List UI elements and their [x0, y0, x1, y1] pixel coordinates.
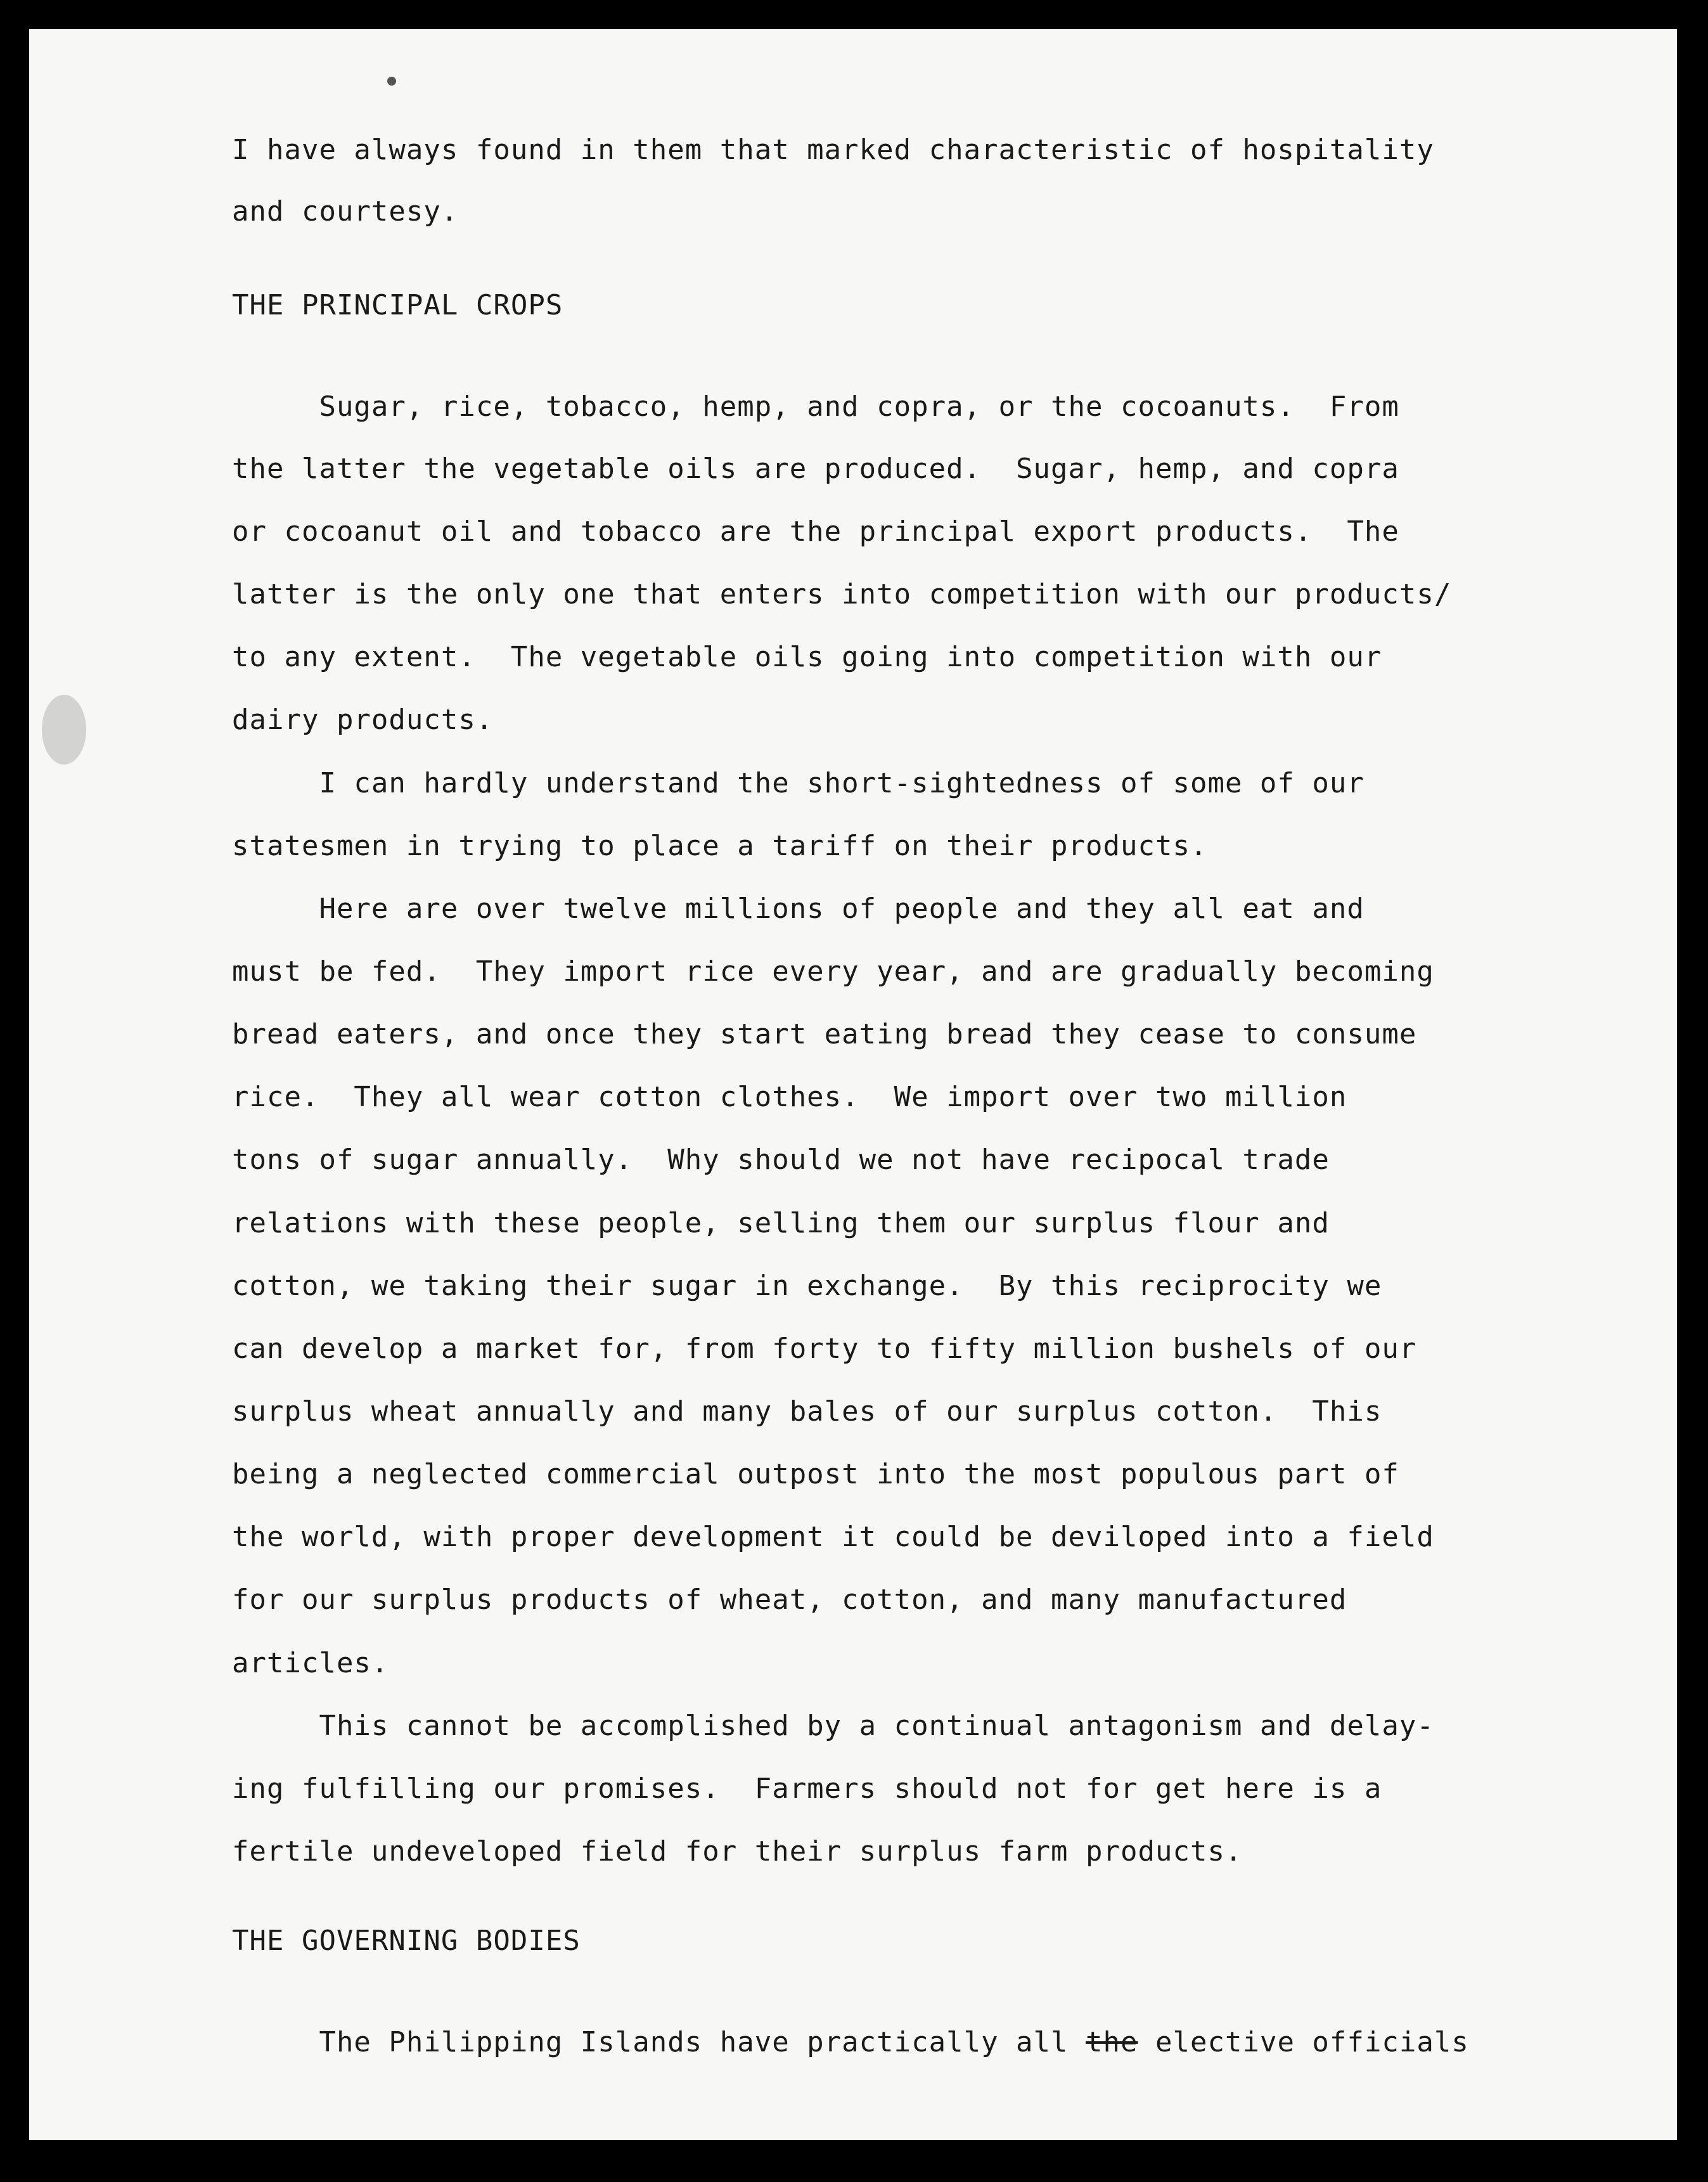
typewritten-text — [232, 29, 1658, 2058]
text-line: I have always found in them that marked characteristic of hospitality — [232, 134, 1434, 166]
text-line: rice. They all wear cotton clothes. We import over two million — [232, 1081, 1347, 1113]
text-line: ing fulfilling our promises. Farmers should not for get here is a — [232, 1772, 1382, 1805]
text-line: the latter the vegetable oils are produced. Sugar, hemp, and copra — [232, 453, 1399, 485]
text-line: to any extent. The vegetable oils going into competition with our — [232, 641, 1382, 673]
text-line: or cocoanut oil and tobacco are the principal export products. The — [232, 515, 1399, 548]
text-line: cotton, we taking their sugar in exchange. By this reciprocity we — [232, 1270, 1382, 1302]
text-line: Here are over twelve millions of people and they all eat and — [232, 893, 1364, 925]
text-line: and courtesy. — [232, 195, 459, 228]
section-heading: THE PRINCIPAL CROPS — [232, 289, 563, 321]
text-line: the world, with proper development it could be deviloped into a field — [232, 1521, 1434, 1553]
text-line: bread eaters, and once they start eating bread they cease to consume — [232, 1018, 1417, 1050]
punch-mark — [387, 77, 396, 86]
text-line: fertile undeveloped field for their surplus farm products. — [232, 1835, 1243, 1868]
text-line: tons of sugar annually. Why should we not have recipocal trade — [232, 1144, 1330, 1176]
text-line: statesmen in trying to place a tariff on their products. — [232, 830, 1208, 862]
text-line: I can hardly understand the short-sightedness of some of our — [232, 767, 1364, 799]
text-line: articles. — [232, 1647, 389, 1679]
text-line: relations with these people, selling them our surplus flour and — [232, 1207, 1330, 1239]
text-line: dairy products. — [232, 704, 494, 736]
text-line: must be fed. They import rice every year, and are gradually becoming — [232, 955, 1434, 988]
text-line: Sugar, rice, tobacco, hemp, and copra, or the cocoanuts. From — [232, 391, 1399, 423]
text-line: latter is the only one that enters into competition with our products/ — [232, 578, 1452, 610]
smudge-mark — [42, 695, 86, 765]
struck-word: the — [1086, 2026, 1138, 2058]
text-line — [232, 2026, 1469, 2058]
document-page — [29, 29, 1677, 2140]
section-heading: THE GOVERNING BODIES — [232, 1925, 581, 1957]
text-segment: The Philipping Islands have practically all — [232, 2026, 1086, 2058]
text-line: for our surplus products of wheat, cotton, and many manufactured — [232, 1584, 1347, 1616]
text-line: This cannot be accomplished by a continual antagonism and delay- — [232, 1710, 1434, 1742]
text-line: surplus wheat annually and many bales of our surplus cotton. This — [232, 1395, 1382, 1428]
text-segment: elective officials — [1138, 2026, 1469, 2058]
text-line: being a neglected commercial outpost into the most populous part of — [232, 1458, 1399, 1490]
text-line: can develop a market for, from forty to fifty million bushels of our — [232, 1333, 1417, 1365]
